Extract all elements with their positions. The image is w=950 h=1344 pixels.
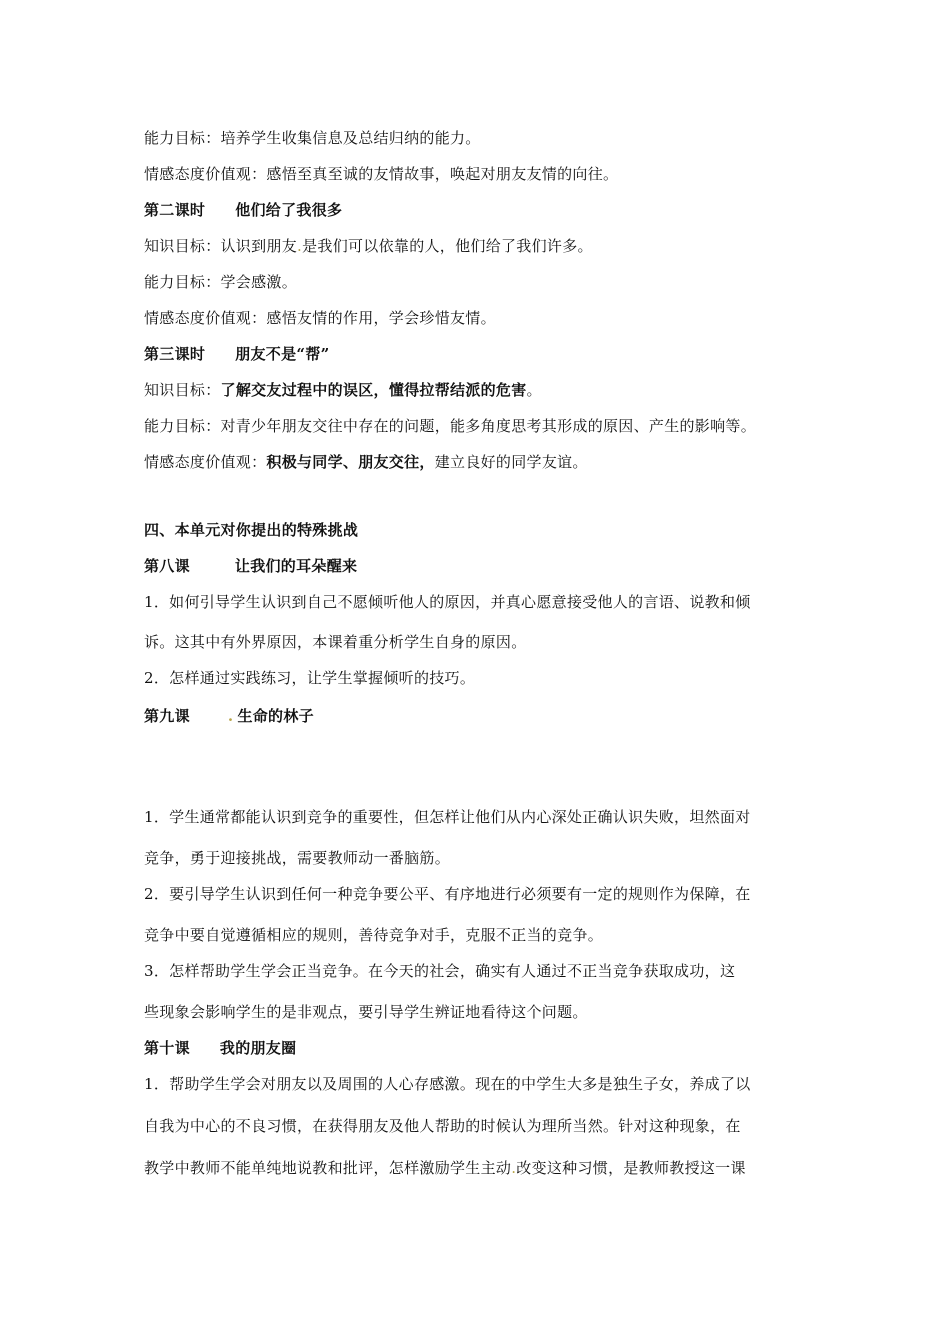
ability-goal-lesson3	[144, 416, 756, 436]
lesson10-heading	[144, 1038, 296, 1058]
knowledge-goal-lesson2	[144, 236, 593, 256]
lesson9-item2-line1: 2．要引导学生认识到任何一种竞争要公平、有序地进行必须要有一定的规则作为保障，在	[144, 885, 751, 903]
lesson10-title: 我的朋友圈	[219, 1039, 297, 1057]
lesson3-label: 第三课时	[144, 345, 206, 363]
ability-goal-lesson3-part1: 能力目标：对青少年朋友交往中存在的问题，能多角度	[144, 417, 512, 435]
knowledge-goal-lesson3-label: 知识目标：	[144, 381, 221, 399]
lesson8-item1-line2: 诉。这其中有外界原因，本课着重分析学生自身的原因。	[144, 633, 527, 651]
knowledge-goal-lesson3	[144, 380, 542, 400]
lesson9-heading	[144, 706, 314, 726]
lesson10-label: 第十课	[144, 1039, 190, 1057]
lesson10-item1-line3	[144, 1158, 746, 1178]
section-4-heading: 四、本单元对你提出的特殊挑战	[144, 521, 359, 539]
lesson8-item2: 2．怎样通过实践练习，让学生掌握倾听的技巧。	[144, 669, 476, 687]
lesson8-title: 让我们的耳朵醒来	[234, 557, 358, 575]
lesson9-title: 生命的林子	[237, 707, 314, 725]
stray-dot: .	[297, 237, 303, 255]
stray-dot: .	[511, 1159, 517, 1177]
lesson2-label: 第二课时	[144, 201, 206, 219]
emotion-goal-lesson3-end: 建立良好的同学友谊。	[434, 453, 588, 471]
ability-goal-lesson3-part2: 思考其形成的原因、产生的影响等。	[511, 417, 757, 435]
lesson10-item1-line3-part2: 改变这种习惯，是教师教授这一课	[516, 1159, 746, 1177]
lesson9-item3-part1: 3．怎样帮助学生学会正当竞争。在今	[144, 962, 399, 980]
lesson9-item1-line2: 竞争，勇于迎接挑战，需要教师动一番脑筋。	[144, 849, 451, 867]
stray-dot: .	[227, 707, 234, 725]
knowledge-goal-lesson3-end: 。	[526, 381, 542, 399]
lesson10-item1-line1: 1．帮助学生学会对朋友以及周围的人心存感激。现在的中学生大多是独生子女，养成了以	[144, 1075, 751, 1093]
lesson9-item3-line1	[144, 961, 735, 981]
emotion-goal-lesson3-label: 情感态度价值观：	[144, 453, 267, 471]
lesson8-label: 第八课	[144, 557, 190, 575]
lesson9-item2-line2: 竞争中要自觉遵循相应的规则，善待竞争对手，克服不正当的竞争。	[144, 926, 604, 944]
lesson2-title: 他们给了我很多	[235, 201, 343, 219]
lesson9-label: 第九课	[144, 707, 190, 725]
lesson10-item1-line3-part1: 教学中教师不能单纯地说教和批评，怎样激励学生主动	[144, 1159, 512, 1177]
knowledge-goal-lesson2-part2: 是我们可以依靠的人，他们给了我们许多。	[302, 237, 593, 255]
lesson3-heading	[144, 344, 330, 364]
knowledge-goal-lesson2-part1: 知识目标：认识到朋友	[144, 237, 298, 255]
lesson9-item1-line1: 1．学生通常都能认识到竞争的重要性，但怎样让他们从内心深处正确认识失败，坦然面对	[144, 808, 751, 826]
lesson8-item1-line1: 1．如何引导学生认识到自己不愿倾听他人的原因，并真心愿意接受他人的言语、说教和倾	[144, 593, 751, 611]
lesson10-item1-line2: 自我为中心的不良习惯，在获得朋友及他人帮助的时候认为理所当然。针对这种现象，在	[144, 1117, 741, 1135]
emotion-goal-lesson2: 情感态度价值观：感悟友情的作用，学会珍惜友情。	[144, 309, 496, 327]
ability-goal-lesson2: 能力目标：学会感激。	[144, 273, 298, 291]
knowledge-goal-lesson3-bold: 了解交友过程中的误区，懂得拉帮结派的危害	[220, 381, 527, 399]
lesson8-heading	[144, 556, 357, 576]
ability-goal-lesson1: 能力目标：培养学生收集信息及总结归纳的能力。	[144, 129, 481, 147]
lesson9-item3-line2: 些现象会影响学生的是非观点，要引导学生辨证地看待这个问题。	[144, 1003, 588, 1021]
lesson9-item3-part2: 天的社会，确实有人通过不正当竞争获取成功，这	[398, 962, 736, 980]
emotion-goal-lesson1: 情感态度价值观：感悟至真至诚的友情故事，唤起对朋友友情的向往。	[144, 165, 619, 183]
emotion-goal-lesson3	[144, 452, 588, 472]
emotion-goal-lesson3-bold: 积极与同学、朋友交往，	[266, 453, 435, 471]
lesson3-title: 朋友不是“帮”	[235, 345, 330, 363]
lesson2-heading	[144, 200, 342, 220]
